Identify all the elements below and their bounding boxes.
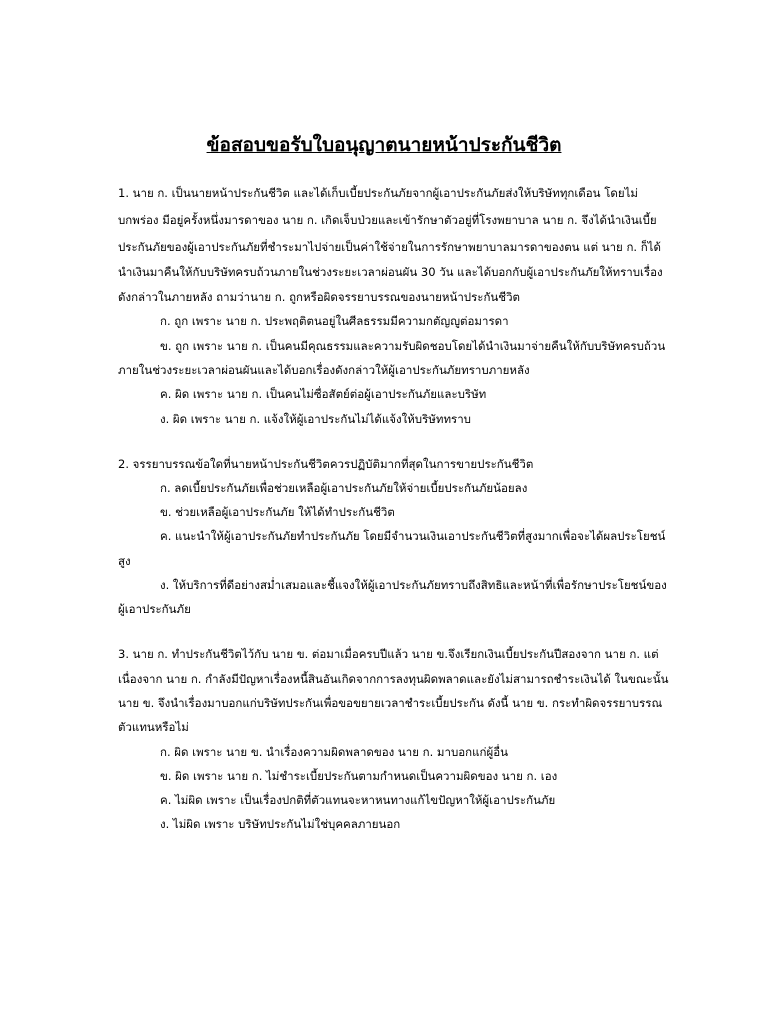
question-1-stem-line: บกพร่อง มีอยู่ครั้งหนึ่งมารดาของ นาย ก. เกิดเจ็บป่วยและเข้ารักษาตัวอยู่ที่โรงพยาบาล นาย ก. จึงได้นำเงินเบี้ย [118,213,657,227]
question-1-stem-line: ดังกล่าวในภายหลัง ถามว่านาย ก. ถูกหรือผิดจรรยาบรรณของนายหน้าประกันชีวิต [118,290,521,304]
question-1-option-c: ค. ผิด เพราะ นาย ก. เป็นคนไม่ซื่อสัตย์ต่อผู้เอาประกันภัยและบริษัท [160,387,487,401]
question-2-stem-line: 2. จรรยาบรรณข้อใดที่นายหน้าประกันชีวิตควรปฏิบัติมากที่สุดในการขายประกันชีวิต [118,457,534,471]
question-3-option-c: ค. ไม่ผิด เพราะ เป็นเรื่องปกติที่ตัวแทนจะหาหนทางแก้ไขปัญหาให้ผู้เอาประกันภัย [160,793,556,807]
question-3-option-a: ก. ผิด เพราะ นาย ข. นำเรื่องความผิดพลาดของ นาย ก. มาบอกแก่ผู้อื่น [160,745,509,759]
question-3-stem-line: นาย ข. จึงนำเรื่องมาบอกแก่บริษัทประกันเพื่อขอขยายเวลาชำระเบี้ยประกัน ดังนี้ นาย ข. กระทำผิดจรรยาบรรณ [118,696,663,710]
question-2-option-d: ง. ให้บริการที่ดีอย่างสม่ำเสมอและชี้แจงให้ผู้เอาประกันภัยทราบถึงสิทธิและหน้าที่เพื่อรักษาประโยชน์ของ [160,578,667,592]
question-1-option-b: ข. ถูก เพราะ นาย ก. เป็นคนมีคุณธรรมและความรับผิดชอบโดยได้นำเงินมาจ่ายคืนให้กับบริษัทครบถ้วน [160,339,666,353]
question-2-option-a: ก. ลดเบี้ยประกันภัยเพื่อช่วยเหลือผู้เอาประกันภัยให้จ่ายเบี้ยประกันภัยน้อยลง [160,481,528,495]
question-1-stem-line: ประกันภัยของผู้เอาประกันภัยที่ชำระมาไปจ่ายเป็นค่าใช้จ่ายในการรักษาพยาบาลมารดาของตน แต่ นาย ก. ก็ได้ [118,240,661,254]
question-1-stem-line: 1. นาย ก. เป็นนายหน้าประกันชีวิต และได้เก็บเบี้ยประกันภัยจากผู้เอาประกันภัยส่งให้บริษัททุกเดือน โดยไม่ [118,186,638,200]
question-3-stem-line: เนื่องจาก นาย ก. กำลังมีปัญหาเรื่องหนี้สินอันเกิดจากการลงทุนผิดพลาดและยังไม่สามารถชำระเงินได้ ในขณะนั้น [118,672,669,686]
question-3-option-d: ง. ไม่ผิด เพราะ บริษัทประกันไม่ใช่บุคคลภายนอก [160,817,401,831]
question-2-option-c: ค. แนะนำให้ผู้เอาประกันภัยทำประกันภัย โดยมีจำนวนเงินเอาประกันชีวิตที่สูงมากเพื่อจะได้ผลประโยชน์ [160,529,666,543]
question-3-option-b: ข. ผิด เพราะ นาย ก. ไม่ชำระเบี้ยประกันตามกำหนดเป็นความผิดของ นาย ก. เอง [160,769,558,783]
question-1-stem-line: นำเงินมาคืนให้กับบริษัทครบถ้วนภายในช่วงระยะเวลาผ่อนผัน 30 วัน และได้บอกกับผู้เอาประกันภัยให้ทราบเรื่อง [118,265,663,279]
question-1-option-a: ก. ถูก เพราะ นาย ก. ประพฤติตนอยู่ในศีลธรรมมีความกตัญญูต่อมารดา [160,314,509,328]
question-2-option-c-cont: สูง [118,554,131,568]
question-3-stem-line: ตัวแทนหรือไม่ [118,720,189,734]
question-2-option-d-cont: ผู้เอาประกันภัย [118,602,191,616]
question-2-option-b: ข. ช่วยเหลือผู้เอาประกันภัย ให้ได้ทำประกันชีวิต [160,505,395,519]
question-3-stem-line: 3. นาย ก. ทำประกันชีวิตไว้กับ นาย ข. ต่อมาเมื่อครบปีแล้ว นาย ข.จึงเรียกเงินเบี้ยประกันปีสองจาก นาย ก. แต่ [118,647,659,661]
question-1-option-d: ง. ผิด เพราะ นาย ก. แจ้งให้ผู้เอาประกันไม่ได้แจ้งให้บริษัททราบ [160,412,471,426]
question-1-option-b-cont: ภายในช่วงระยะเวลาผ่อนผันและได้บอกเรื่องดังกล่าวให้ผู้เอาประกันภัยทราบภายหลัง [118,363,530,377]
document-title: ข้อสอบขอรับใบอนุญาตนายหน้าประกันชีวิต [206,134,562,156]
